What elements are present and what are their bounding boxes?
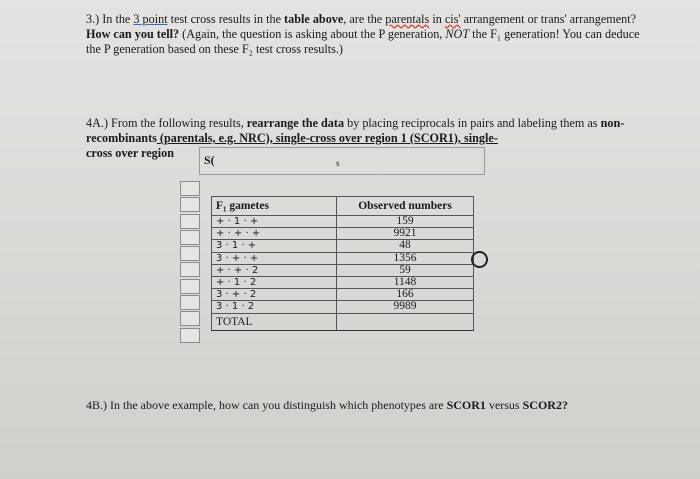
table-row xyxy=(212,277,474,289)
q3-word-cis: cis' xyxy=(444,12,461,26)
q4a-text-1: 4A.) From the following results, xyxy=(86,116,247,130)
table-header-row xyxy=(212,197,474,216)
value-cell: 166 xyxy=(337,289,474,301)
header-observed: Observed numbers xyxy=(337,197,474,216)
q3-word-parentals: parentals xyxy=(385,12,430,26)
table-row xyxy=(212,264,474,276)
table-row xyxy=(212,216,474,228)
q4a-underlined-part: (parentals, e.g. NRC), single-cross over region 1 (SCOR1), single- xyxy=(156,131,498,145)
q3-text-6: the F₁ generation! You can deduce the P generation based on these F₂ test cross results.) xyxy=(86,27,640,56)
q3-bold-tell: How can you tell? xyxy=(86,27,180,41)
answer-input-box[interactable] xyxy=(199,147,485,175)
row-checkbox-4[interactable] xyxy=(180,230,200,245)
answer-input-mark: s xyxy=(336,158,340,168)
gamete-cell: + · 1 · + xyxy=(212,216,337,228)
gamete-cell: + · 1 · 2 xyxy=(212,277,337,289)
table-row xyxy=(212,301,474,313)
table-row xyxy=(212,289,474,301)
question-4b xyxy=(86,398,646,412)
radio-button[interactable] xyxy=(471,251,488,268)
gamete-cell: 3 · 1 · 2 xyxy=(212,301,337,313)
q4b-bold-scor1: SCOR1 xyxy=(446,398,486,412)
gamete-cell: + · + · + xyxy=(212,228,337,240)
value-cell: 9989 xyxy=(337,301,474,313)
value-cell: 159 xyxy=(337,216,474,228)
q3-text-5: (Again, the question is asking about the P generation, xyxy=(179,27,446,41)
q4a-bold-nonrecomb: non-recombinants xyxy=(86,116,625,145)
q4b-text-2: versus xyxy=(485,398,523,412)
table-total-row xyxy=(212,313,474,330)
answer-input-text: S( xyxy=(204,153,215,167)
value-cell: 59 xyxy=(337,264,474,276)
value-cell: 9921 xyxy=(337,228,474,240)
row-checkbox-5[interactable] xyxy=(180,246,200,261)
question-3 xyxy=(86,12,646,57)
q3-bold-table: table above xyxy=(284,12,344,26)
row-checkbox-9[interactable] xyxy=(180,311,200,326)
gamete-cell: 3 · + · 2 xyxy=(212,289,337,301)
row-checkbox-2[interactable] xyxy=(180,197,200,212)
row-checkbox-6[interactable] xyxy=(180,262,200,277)
q3-text-3: in xyxy=(429,12,445,26)
gamete-cell: 3 · + · + xyxy=(212,252,337,264)
q4a-bold-rearrange: rearrange the data xyxy=(246,116,345,130)
q3-italic-not: NOT xyxy=(445,27,470,41)
row-checkbox-3[interactable] xyxy=(180,214,200,229)
gamete-cell: + · + · 2 xyxy=(212,264,337,276)
row-checkbox-10[interactable] xyxy=(180,328,200,343)
table-row xyxy=(212,240,474,252)
gamete-cell: 3 · 1 · + xyxy=(212,240,337,252)
q4a-bold-cross-over-region: cross over region xyxy=(86,146,175,160)
value-cell: 1356 xyxy=(337,252,474,264)
q4b-bold-scor2: SCOR2? xyxy=(522,398,568,412)
header-gametes: F₁ gametes xyxy=(212,197,337,216)
table-row xyxy=(212,228,474,240)
total-value[interactable] xyxy=(337,313,474,330)
value-cell: 1148 xyxy=(337,277,474,289)
q4a-text-2: by placing reciprocals in pairs and labeling them as xyxy=(344,116,601,130)
table-row xyxy=(212,252,474,264)
value-cell: 48 xyxy=(337,240,474,252)
row-checkbox-1[interactable] xyxy=(180,181,200,196)
gametes-table xyxy=(211,196,474,331)
link-3-point[interactable]: 3 point xyxy=(133,12,168,26)
q4b-text-1: 4B.) In the above example, how can you distinguish which phenotypes are xyxy=(86,398,447,412)
row-checkbox-7[interactable] xyxy=(180,279,200,294)
q3-number: 3.) In the xyxy=(86,12,134,26)
q3-text-1: test cross results in the xyxy=(167,12,285,26)
total-label: TOTAL xyxy=(212,313,337,330)
q3-text-2: , are the xyxy=(343,12,386,26)
q3-text-4: arrangement or trans' arrangement? xyxy=(460,12,637,26)
row-checkbox-8[interactable] xyxy=(180,295,200,310)
row-checkbox-column xyxy=(180,181,200,344)
